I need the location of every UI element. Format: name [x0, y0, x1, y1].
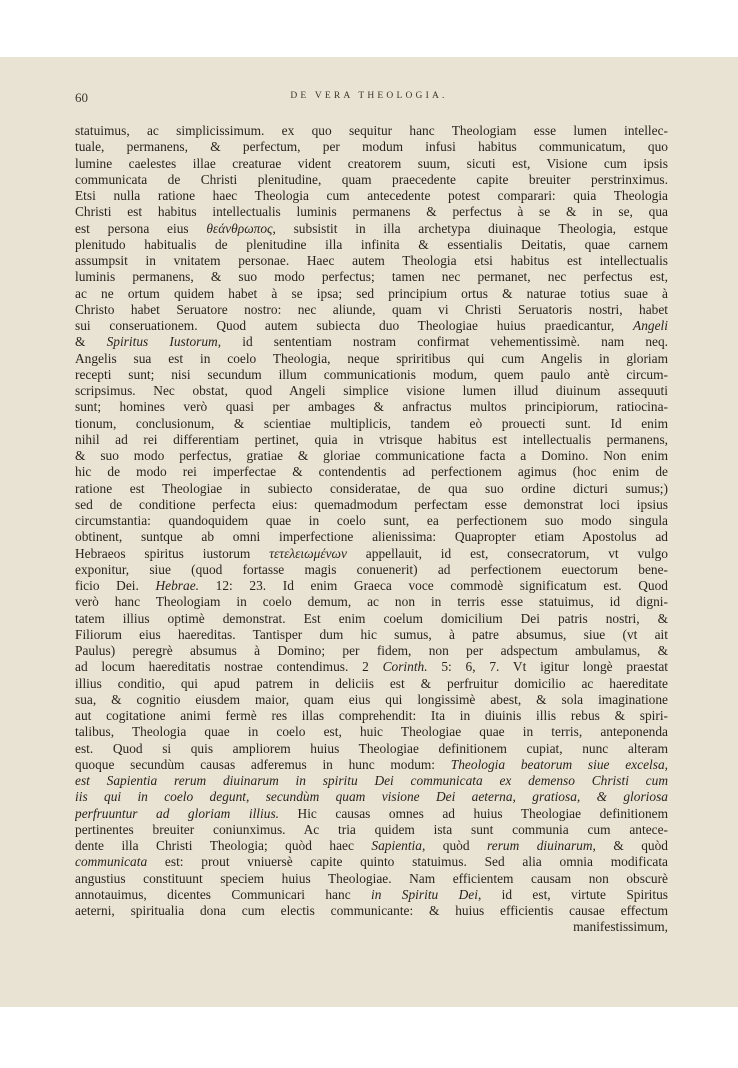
italic-text: iis qui in coelo degunt, secundùm quam visione Dei aeterna, gratiosa, & gloriosa: [75, 789, 668, 805]
text-line: [75, 123, 668, 139]
text-line: [75, 351, 668, 367]
text-line: [75, 724, 668, 740]
text-run: quoque secundùm causas adferemus in hunc modum:: [75, 756, 451, 772]
body-text: [75, 123, 668, 936]
text-run: Hic causas omnes ad huius Theologiae definitionem: [279, 805, 668, 821]
text-line: [75, 854, 668, 870]
text-line: [75, 318, 668, 334]
text-line: [75, 627, 668, 643]
text-line: [75, 643, 668, 659]
text-line: [75, 529, 668, 545]
text-run: assumpsit in vnitatem personae. Haec autem Theologia etsi habitus est intellectualis: [75, 253, 668, 268]
text-run: Christi est habitus intellectualis luminis permanens & perfectus à se & in se, qua: [75, 204, 668, 220]
text-run: est persona eius: [75, 220, 207, 236]
text-run: &: [75, 334, 107, 350]
text-run: 5: 6, 7. Vt igitur longè praestat: [427, 659, 668, 675]
italic-text: perfruuntur ad gloriam illius.: [75, 805, 280, 821]
text-line: [75, 773, 668, 789]
text-run: pertinentes breuiter coniunximus. Ac tria quidem ista sunt communia cum antece-: [75, 821, 668, 837]
text-run: sed de conditione perfecta eius: quemadmodum perfectam esse demonstrat loci ipsius: [75, 496, 668, 512]
text-run: tuale, permanens, & perfectum, per modum infusi habitus communicatum, quo: [75, 139, 668, 155]
italic-text: Corinth.: [382, 659, 428, 675]
text-run: ac ne ortum quidem habet à se ipsa; sed principium ortus & naturae totius suae à: [75, 285, 668, 301]
text-run: , id est, virtute Spiritus: [477, 886, 668, 902]
text-line: [75, 903, 668, 919]
text-line: [75, 611, 668, 627]
text-line: [75, 188, 668, 204]
text-run: communicata de Christi plenitudine, quam praecedente capite breuiter perstrinximus.: [75, 171, 668, 187]
text-line: [75, 806, 668, 822]
text-line: [75, 383, 668, 399]
text-line: [75, 789, 668, 805]
text-line: [75, 757, 668, 773]
text-line: [75, 334, 668, 350]
text-line: [75, 269, 668, 285]
text-run: manifestissimum,: [573, 919, 668, 935]
text-run: talibus, Theologia quae in coelo est, huic Theologiae quae in terris, anteponenda: [75, 724, 668, 740]
italic-text: est Sapientia rerum diuinarum in spiritu Dei communicata ex demenso Christi cum: [75, 773, 668, 788]
text-line: [75, 448, 668, 464]
text-line: [75, 221, 668, 237]
text-run: tionum, conclusionum, & scientiae multiplicis, tandem eò prouecti sunt. Id enim: [75, 415, 668, 431]
text-line: [75, 838, 668, 854]
text-run: verò hanc Theologiam in coelo demum, ac non in terris esse statuimus, id digni-: [75, 594, 668, 610]
text-run: tatem illius optimè demonstrat. Est enim coelum domicilium Dei patris nostri, &: [75, 610, 668, 626]
text-run: Angelis sua est in coelo Theologia, neque spriritibus qui cum Angelis in gloriam: [75, 350, 668, 366]
text-line: [75, 204, 668, 220]
text-run: annotauimus, dicentes Communicari hanc: [75, 886, 372, 902]
text-line: [75, 676, 668, 692]
text-run: exponitur, siue (quod fortasse magis conuenerit) ad perfectionem euectorum bene-: [75, 561, 668, 577]
text-run: luminis permanens, & suo modo perfectus; tamen nec permanet, nec perfectus est,: [75, 269, 668, 285]
page-number: 60: [75, 90, 88, 105]
text-line: [75, 172, 668, 188]
text-line: [75, 286, 668, 302]
text-line: [75, 546, 668, 562]
text-run: statuimus, ac simplicissimum. ex quo sequitur hanc Theologiam esse lumen intellec-: [75, 123, 668, 138]
text-run: ad locum haereditatis nostrae contendimus. 2: [75, 659, 383, 675]
text-line: [75, 513, 668, 529]
italic-text: θεάνθρωπος: [206, 220, 273, 236]
text-line: [75, 399, 668, 415]
text-run: est: prout vniuersè capite quinto statuimus. Sed alia omnia modificata: [147, 854, 668, 870]
italic-text: rerum diuinarum: [487, 838, 593, 853]
book-page: [0, 57, 738, 1007]
text-line: [75, 871, 668, 887]
text-line: [75, 416, 668, 432]
text-line: [75, 253, 668, 269]
text-run: Filiorum eius haereditas. Tantisper dum hic sumus, à patre absumus, siue (vt ait: [75, 626, 668, 642]
text-run: sunt; homines verò quasi per ambages & anfractus multos principiorum, ratiocina-: [75, 399, 668, 415]
text-line: [75, 432, 668, 448]
page-header: [0, 90, 738, 106]
italic-text: Hebrae.: [155, 578, 199, 593]
text-line: [75, 578, 668, 594]
text-line: [75, 562, 668, 578]
text-run: ficio Dei.: [75, 578, 156, 593]
text-run: plenitudo habitualis de plenitudine illa infinita & essentialis Deitatis, quae carnem: [75, 236, 668, 252]
text-run: , id sententiam nostram confirmat vehementissimè. nam neq.: [217, 334, 668, 350]
text-line: [75, 237, 668, 253]
text-run: Etsi nulla ratione haec Theologia cum antecedente potest comparari: quia Theologia: [75, 188, 668, 203]
text-run: Hebraeos spiritus iustorum: [75, 545, 270, 561]
text-run: obtinent, suntque ab omni imperfectione alienissima: Quapropter etiam Apostolus ad: [75, 529, 668, 545]
text-run: & suo modo perfectus, gratiae & gloriae communicatione facta a Domino. Non enim: [75, 448, 668, 463]
text-run: recepti sunt; nisi secundum illum communicationis modum, quem paulo antè circum-: [75, 366, 668, 382]
text-line: [75, 497, 668, 513]
italic-text: communicata: [75, 854, 148, 870]
italic-text: Angeli: [633, 318, 668, 333]
text-run: est. Quod si quis ampliorem huius Theologiae definitionem cupiat, nunc alteram: [75, 740, 668, 756]
running-title: DE VERA THEOLOGIA.: [290, 91, 448, 101]
italic-text: Spiritus Iustorum: [106, 334, 218, 350]
text-line: [75, 708, 668, 724]
text-run: ratione est Theologiae in subiecto consideratae, de qua suo ordine dicturi sumus;): [75, 480, 668, 496]
text-line: [75, 594, 668, 610]
italic-text: in Spiritu Dei: [371, 886, 478, 902]
text-run: 12: 23. Id enim Graeca voce commodè significatum est. Quod: [199, 578, 668, 593]
text-run: dente illa Christi Theologia; quòd haec: [75, 838, 372, 853]
text-run: , & quòd: [592, 838, 668, 853]
text-line: [75, 919, 668, 935]
text-run: sua, & cognitio eiusdem maior, quam eius qui longissimè abest, & sola imaginatione: [75, 691, 668, 707]
text-line: [75, 822, 668, 838]
text-run: circumstantia: quandoquidem quae in coelo sunt, ea perfectionem suo modo singula: [75, 513, 668, 528]
text-line: [75, 481, 668, 497]
text-line: [75, 156, 668, 172]
text-line: [75, 692, 668, 708]
text-run: scripsimus. Nec obstat, quod Angeli simplice visione lumen illud diuinum assequuti: [75, 383, 668, 398]
text-line: [75, 659, 668, 675]
text-run: Christo habet Seruatore nostro: nec aliunde, quam vi Christi Seruatoris nostri, habet: [75, 301, 668, 317]
text-run: appellauit, id est, consecratorum, vt vulgo: [346, 545, 668, 561]
text-run: aeterni, spiritualia dona cum electis communicante: & huius efficientis causae effectum: [75, 903, 668, 918]
text-run: sui conseruationem. Quod autem subiecta duo Theologiae huius praedicantur,: [75, 318, 634, 333]
text-line: [75, 367, 668, 383]
text-run: illius conditio, qui apud patrem in deliciis est & perfruitur domicilio ac haereditate: [75, 675, 668, 691]
text-run: Paulus) peregrè absumus à Domino; per fidem, non per adspectum ambulamus, &: [75, 643, 668, 658]
text-line: [75, 302, 668, 318]
text-line: [75, 887, 668, 903]
italic-text: τετελειωμένων: [269, 545, 347, 561]
italic-text: Theologia beatorum siue excelsa,: [450, 756, 668, 772]
text-run: nihil ad rei differentiam pertinet, quia in vtrisque habitus est intellectualis permanens,: [75, 431, 668, 447]
text-run: , subsistit in illa archetypa diuinaque Theologia, estque: [272, 220, 668, 236]
italic-text: Sapientia: [371, 838, 422, 853]
text-run: hic de modo rei imperfectae & contendentis ad perfectionem agimus (hoc enim de: [75, 464, 668, 480]
text-run: angustius constituunt speciem huius Theologiae. Nam efficientem causam non obscurè: [75, 870, 668, 886]
text-run: lumine caelestes illae creaturae vident creatorem suum, sicuti est, Visione cum ipsis: [75, 155, 668, 171]
text-line: [75, 139, 668, 155]
text-line: [75, 741, 668, 757]
text-run: , quòd: [421, 838, 488, 853]
text-line: [75, 464, 668, 480]
text-run: aut cogitatione animi fermè res illas comprehendit: Ita in diuinis illis rebus & spiri-: [75, 708, 668, 723]
